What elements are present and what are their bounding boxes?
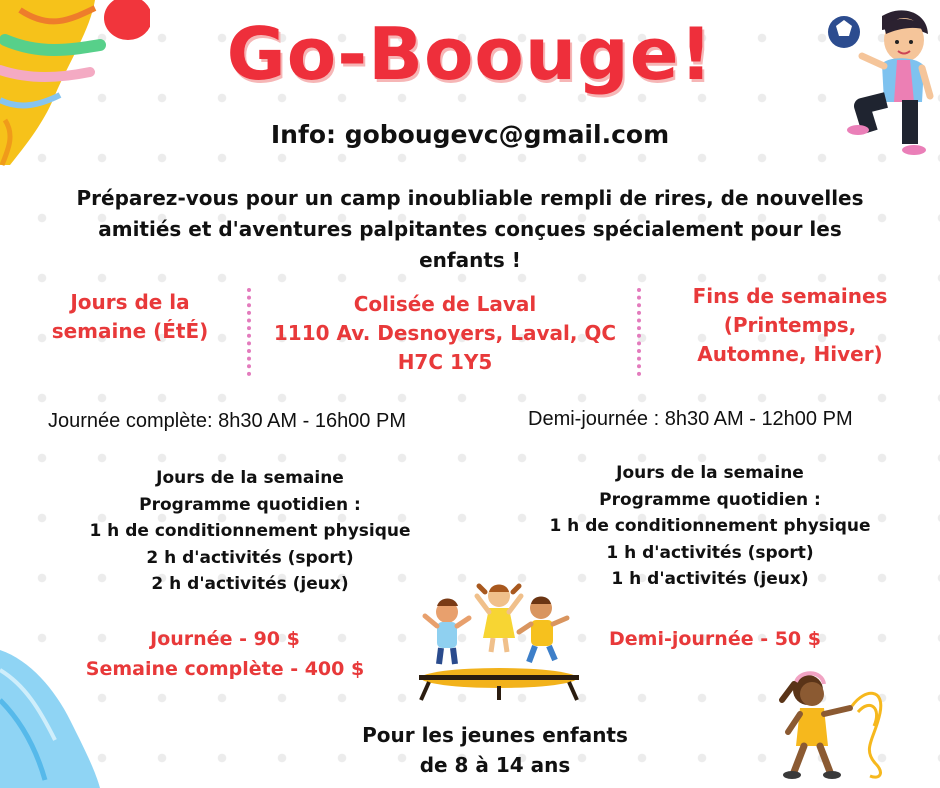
audience-note [330, 720, 660, 780]
audience-age: de 8 à 14 ans [419, 753, 571, 777]
price-left [40, 624, 410, 684]
program-item: 1 h de conditionnement physique [549, 516, 871, 536]
dotted-separator [247, 288, 251, 376]
intro-line: enfants ! [419, 248, 521, 272]
program-left [50, 465, 450, 598]
intro-paragraph [40, 183, 900, 276]
weekends-line: Automne, Hiver) [697, 342, 883, 366]
weekends-line: Fins de semaines [692, 284, 888, 308]
price-half-day: Demi-journée - 50 $ [608, 628, 821, 650]
postal-code: H7C 1Y5 [397, 350, 493, 374]
program-right [510, 460, 910, 593]
price-right [560, 624, 870, 654]
program-title: Jours de la semaine [616, 463, 804, 483]
half-day-hours: Demi-journée : 8h30 AM - 12h00 PM [528, 408, 853, 430]
weekdays-season-label [40, 288, 220, 346]
program-item: 2 h d'activités (jeux) [151, 574, 349, 594]
program-subtitle: Programme quotidien : [139, 494, 361, 515]
weekends-line: (Printemps, [723, 313, 857, 337]
program-subtitle: Programme quotidien : [599, 489, 821, 510]
price-day: Journée - 90 $ [150, 628, 300, 650]
weekends-season-label [660, 282, 920, 369]
venue-address [270, 290, 620, 377]
contact-email: Info: gobougevc@gmail.com [270, 120, 670, 149]
intro-line: amitiés et d'aventures palpitantes conçues spécialement pour les [98, 217, 842, 241]
program-item: 1 h d'activités (sport) [606, 542, 814, 563]
weekdays-line: semaine (ÉtÉ) [51, 319, 209, 343]
price-week: Semaine complète - 400 $ [85, 658, 365, 680]
page-title: Go-Boouge! [226, 12, 714, 96]
venue-name: Colisée de Laval [353, 292, 537, 316]
audience-line: Pour les jeunes enfants [362, 723, 628, 747]
address-line: 1110 Av. Desnoyers, Laval, QC [273, 321, 617, 345]
dotted-separator [637, 288, 641, 376]
program-item: 2 h d'activités (sport) [146, 547, 354, 568]
program-title: Jours de la semaine [156, 468, 344, 488]
program-item: 1 h de conditionnement physique [89, 521, 411, 541]
intro-line: Préparez-vous pour un camp inoubliable rempli de rires, de nouvelles [76, 186, 864, 210]
ribbon-dancer-girl-icon [770, 668, 890, 783]
program-item: 1 h d'activités (jeux) [611, 569, 809, 589]
weekdays-line: Jours de la [70, 290, 190, 314]
full-day-hours: Journée complète: 8h30 AM - 16h00 PM [48, 410, 406, 432]
